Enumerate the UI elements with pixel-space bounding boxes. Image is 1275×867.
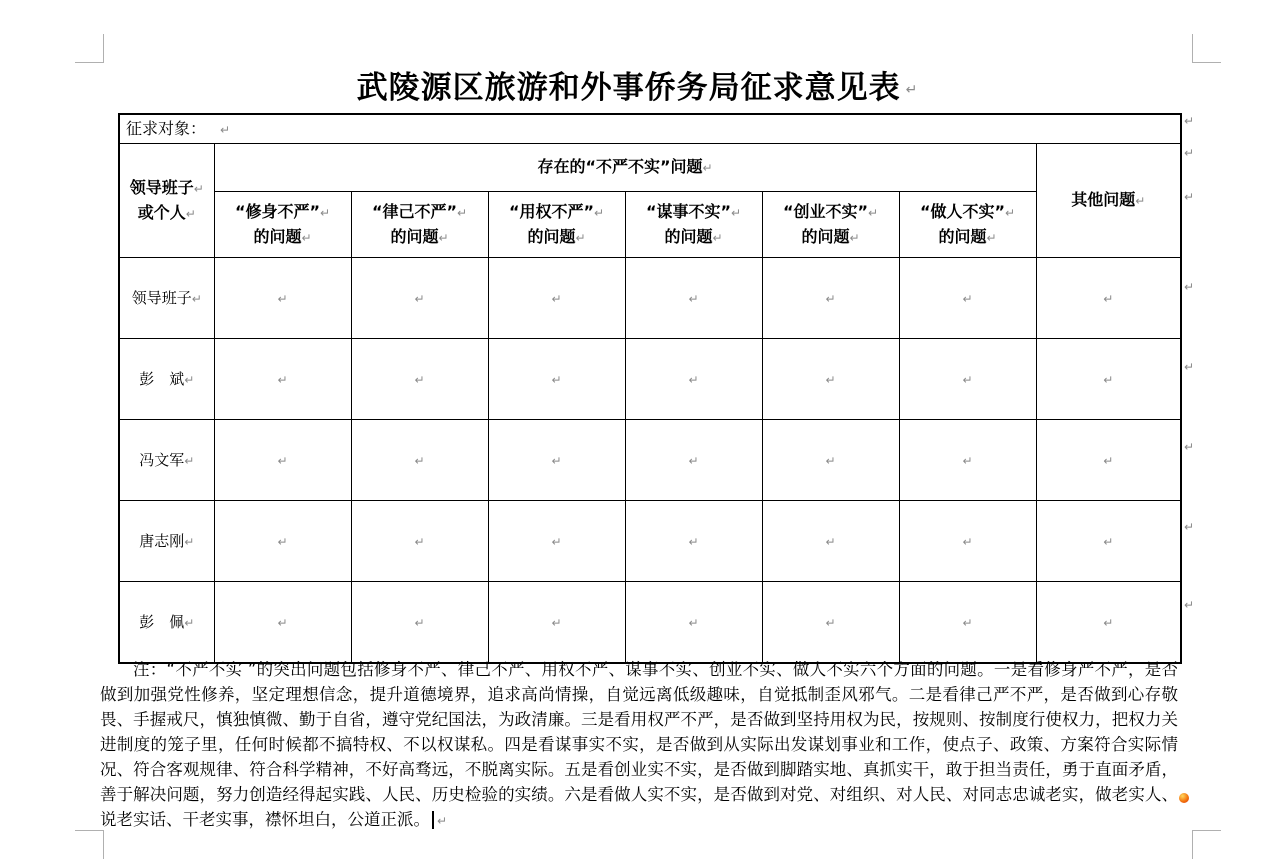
paragraph-mark: ↵ <box>962 615 973 630</box>
empty-input-cell[interactable] <box>762 258 899 339</box>
paragraph-mark: ↵ <box>551 291 562 306</box>
text-cursor <box>432 811 434 829</box>
paragraph-mark: ↵ <box>825 291 836 306</box>
empty-input-cell[interactable] <box>1036 582 1181 664</box>
paragraph-mark: ↵ <box>1103 372 1114 387</box>
empty-input-cell[interactable] <box>488 258 625 339</box>
group-header-label: 存在的“不严不实”问题 <box>537 157 703 176</box>
note-paragraph[interactable] <box>100 657 1178 834</box>
empty-input-cell[interactable] <box>899 339 1036 420</box>
row-header-line2: 或个人 <box>137 202 186 222</box>
empty-input-cell[interactable] <box>899 258 1036 339</box>
paragraph-mark: ↵ <box>185 206 196 221</box>
other-issues-header-cell[interactable] <box>1036 144 1181 258</box>
end-of-row-mark: ↵ <box>1184 114 1195 128</box>
empty-input-cell[interactable] <box>214 420 351 501</box>
empty-input-cell[interactable] <box>488 501 625 582</box>
subheader-cell-lvji[interactable]: “律己不严”↵ 的问题↵ <box>351 192 488 258</box>
row-label-cell[interactable]: 彭 佩↵ <box>119 582 214 664</box>
end-of-row-mark: ↵ <box>1184 280 1195 294</box>
empty-input-cell[interactable] <box>762 339 899 420</box>
end-of-row-mark: ↵ <box>1184 440 1195 454</box>
empty-input-cell[interactable] <box>488 420 625 501</box>
paragraph-mark: ↵ <box>551 534 562 549</box>
paragraph-mark: ↵ <box>962 453 973 468</box>
paragraph-mark: ↵ <box>825 372 836 387</box>
table-row <box>119 114 1181 144</box>
paragraph-mark: ↵ <box>905 81 919 98</box>
empty-input-cell[interactable] <box>351 582 488 664</box>
empty-input-cell[interactable] <box>625 258 762 339</box>
paragraph-mark: ↵ <box>575 230 586 245</box>
paragraph-mark: ↵ <box>1103 453 1114 468</box>
other-issues-label: 其他问题 <box>1071 190 1136 209</box>
smart-tag-dot <box>1179 793 1189 803</box>
paragraph-mark: ↵ <box>437 814 448 828</box>
paragraph-mark: ↵ <box>277 453 288 468</box>
subheader-cell-xiushen[interactable]: “修身不严”↵ 的问题↵ <box>214 192 351 258</box>
empty-input-cell[interactable] <box>899 501 1036 582</box>
table-row-fengwenjun <box>119 420 1181 501</box>
paragraph-mark: ↵ <box>414 291 425 306</box>
paragraph-mark: ↵ <box>438 230 449 245</box>
empty-input-cell[interactable] <box>1036 501 1181 582</box>
empty-input-cell[interactable] <box>625 339 762 420</box>
page-title <box>0 62 1275 107</box>
empty-input-cell[interactable] <box>625 420 762 501</box>
target-subject-label: 征求对象： <box>126 118 207 138</box>
text-boundary-mark-bottom-right <box>1192 830 1221 859</box>
end-of-row-mark: ↵ <box>1184 520 1195 534</box>
row-header-line1: 领导班子 <box>129 177 194 197</box>
empty-input-cell[interactable] <box>899 582 1036 664</box>
empty-input-cell[interactable] <box>625 501 762 582</box>
subheader-cell-moushi[interactable]: “谋事不实”↵ 的问题↵ <box>625 192 762 258</box>
paragraph-mark: ↵ <box>414 615 425 630</box>
empty-input-cell[interactable] <box>214 501 351 582</box>
empty-input-cell[interactable] <box>214 582 351 664</box>
paragraph-mark: ↵ <box>277 534 288 549</box>
row-label-cell[interactable]: 唐志刚↵ <box>119 501 214 582</box>
empty-input-cell[interactable] <box>214 339 351 420</box>
empty-input-cell[interactable] <box>762 582 899 664</box>
line-break-mark: ↵ <box>456 205 468 220</box>
paragraph-mark: ↵ <box>184 372 195 387</box>
paragraph-mark: ↵ <box>414 534 425 549</box>
paragraph-mark: ↵ <box>688 453 699 468</box>
paragraph-mark: ↵ <box>688 534 699 549</box>
empty-input-cell[interactable] <box>1036 339 1181 420</box>
page-title-text: 武陵源区旅游和外事侨务局征求意见表 <box>356 70 901 106</box>
row-label-cell[interactable]: 彭 斌↵ <box>119 339 214 420</box>
paragraph-mark: ↵ <box>414 453 425 468</box>
paragraph-mark: ↵ <box>688 615 699 630</box>
paragraph-mark: ↵ <box>849 230 860 245</box>
paragraph-mark: ↵ <box>551 615 562 630</box>
empty-input-cell[interactable] <box>351 258 488 339</box>
paragraph-mark: ↵ <box>277 291 288 306</box>
paragraph-mark: ↵ <box>414 372 425 387</box>
paragraph-mark: ↵ <box>551 372 562 387</box>
paragraph-mark: ↵ <box>702 161 713 175</box>
empty-input-cell[interactable] <box>351 420 488 501</box>
paragraph-mark: ↵ <box>1103 615 1114 630</box>
text-boundary-mark-bottom-left <box>75 830 104 859</box>
paragraph-mark: ↵ <box>986 230 997 245</box>
empty-input-cell[interactable] <box>1036 420 1181 501</box>
paragraph-mark: ↵ <box>184 534 195 549</box>
empty-input-cell[interactable] <box>488 339 625 420</box>
table-row-pengpei <box>119 582 1181 664</box>
row-header-cell[interactable] <box>119 144 214 258</box>
paragraph-mark: ↵ <box>551 453 562 468</box>
line-break-mark: ↵ <box>193 181 204 196</box>
paragraph-mark: ↵ <box>1135 194 1146 208</box>
empty-input-cell[interactable] <box>899 420 1036 501</box>
paragraph-mark: ↵ <box>220 122 231 137</box>
text-boundary-mark-top-right <box>1192 34 1221 63</box>
empty-input-cell[interactable] <box>762 501 899 582</box>
group-header-cell[interactable] <box>214 144 1036 192</box>
line-break-mark: ↵ <box>319 205 331 220</box>
empty-input-cell[interactable] <box>625 582 762 664</box>
table-header-row <box>119 144 1181 192</box>
paragraph-mark: ↵ <box>1103 534 1114 549</box>
end-of-row-mark: ↵ <box>1184 360 1195 374</box>
paragraph-mark: ↵ <box>962 291 973 306</box>
paragraph-mark: ↵ <box>688 372 699 387</box>
row-label-cell[interactable]: 冯文军↵ <box>119 420 214 501</box>
line-break-mark: ↵ <box>867 205 879 220</box>
paragraph-mark: ↵ <box>712 230 723 245</box>
line-break-mark: ↵ <box>1004 205 1016 220</box>
empty-input-cell[interactable] <box>488 582 625 664</box>
table-row-lingdaobanzi <box>119 258 1181 339</box>
paragraph-mark: ↵ <box>277 372 288 387</box>
note-text: 注：“不严不实 ”的突出问题包括修身不严、律己不严、用权不严、谋事不实、创业不实、做人不实六个方面的问题。一是看修身严不严，是否做到加强党性修养，坚定理想信念，提升道德境界，追求高尚情操，自觉远离低级趣味，自觉抵制歪风邪气。二是看律己严不严，是否做到心存敬畏、手握戒尺，慎独慎微、勤于自省，遵守党纪国法，为政清廉。三是看用权严不严，是否做到坚持用权为民，按规则、按制度行使权力，把权力关进制度的笼子里，任何时候都不搞特权、不以权谋私。四是看谋事实不实，是否做到从实际出发谋划事业和工作，使点子、政策、方案符合实际情况、符合客观规律、符合科学精神，不好高骛远，不脱离实际。五是看创业实不实，是否做到脚踏实地、真抓实干，敢于担当责任，勇于直面矛盾，善于解决问题，努力创造经得起实践、人民、历史检验的实绩。六是看做人实不实，是否做到对党、对组织、对人民、对同志忠诚老实，做老实人、说老实话、干老实事，襟怀坦白，公道正派。 <box>100 660 1178 829</box>
paragraph-mark: ↵ <box>184 453 195 468</box>
end-of-row-mark: ↵ <box>1184 146 1195 160</box>
empty-input-cell[interactable] <box>762 420 899 501</box>
paragraph-mark: ↵ <box>184 615 195 630</box>
paragraph-mark: ↵ <box>277 615 288 630</box>
empty-input-cell[interactable] <box>1036 258 1181 339</box>
paragraph-mark: ↵ <box>825 615 836 630</box>
paragraph-mark: ↵ <box>1103 291 1114 306</box>
target-subject-cell[interactable] <box>119 114 1181 144</box>
subheader-cell-chuangye[interactable]: “创业不实”↵ 的问题↵ <box>762 192 899 258</box>
paragraph-mark: ↵ <box>962 534 973 549</box>
subheader-cell-yongquan[interactable]: “用权不严”↵ 的问题↵ <box>488 192 625 258</box>
paragraph-mark: ↵ <box>688 291 699 306</box>
paragraph-mark: ↵ <box>191 291 202 306</box>
table-subheader-row <box>119 192 1181 258</box>
row-label-cell[interactable]: 领导班子↵ <box>119 258 214 339</box>
opinion-form-table <box>118 113 1182 664</box>
line-break-mark: ↵ <box>593 205 605 220</box>
table-row-pengbin <box>119 339 1181 420</box>
paragraph-mark: ↵ <box>962 372 973 387</box>
line-break-mark: ↵ <box>730 205 742 220</box>
empty-input-cell[interactable] <box>351 339 488 420</box>
paragraph-mark: ↵ <box>301 230 312 245</box>
empty-input-cell[interactable] <box>214 258 351 339</box>
paragraph-mark: ↵ <box>825 453 836 468</box>
table-row-tangzhigang <box>119 501 1181 582</box>
end-of-row-mark: ↵ <box>1184 190 1195 204</box>
subheader-cell-zuoren[interactable]: “做人不实”↵ 的问题↵ <box>899 192 1036 258</box>
empty-input-cell[interactable] <box>351 501 488 582</box>
paragraph-mark: ↵ <box>825 534 836 549</box>
end-of-row-mark: ↵ <box>1184 598 1195 612</box>
text-boundary-mark-top-left <box>75 34 104 63</box>
